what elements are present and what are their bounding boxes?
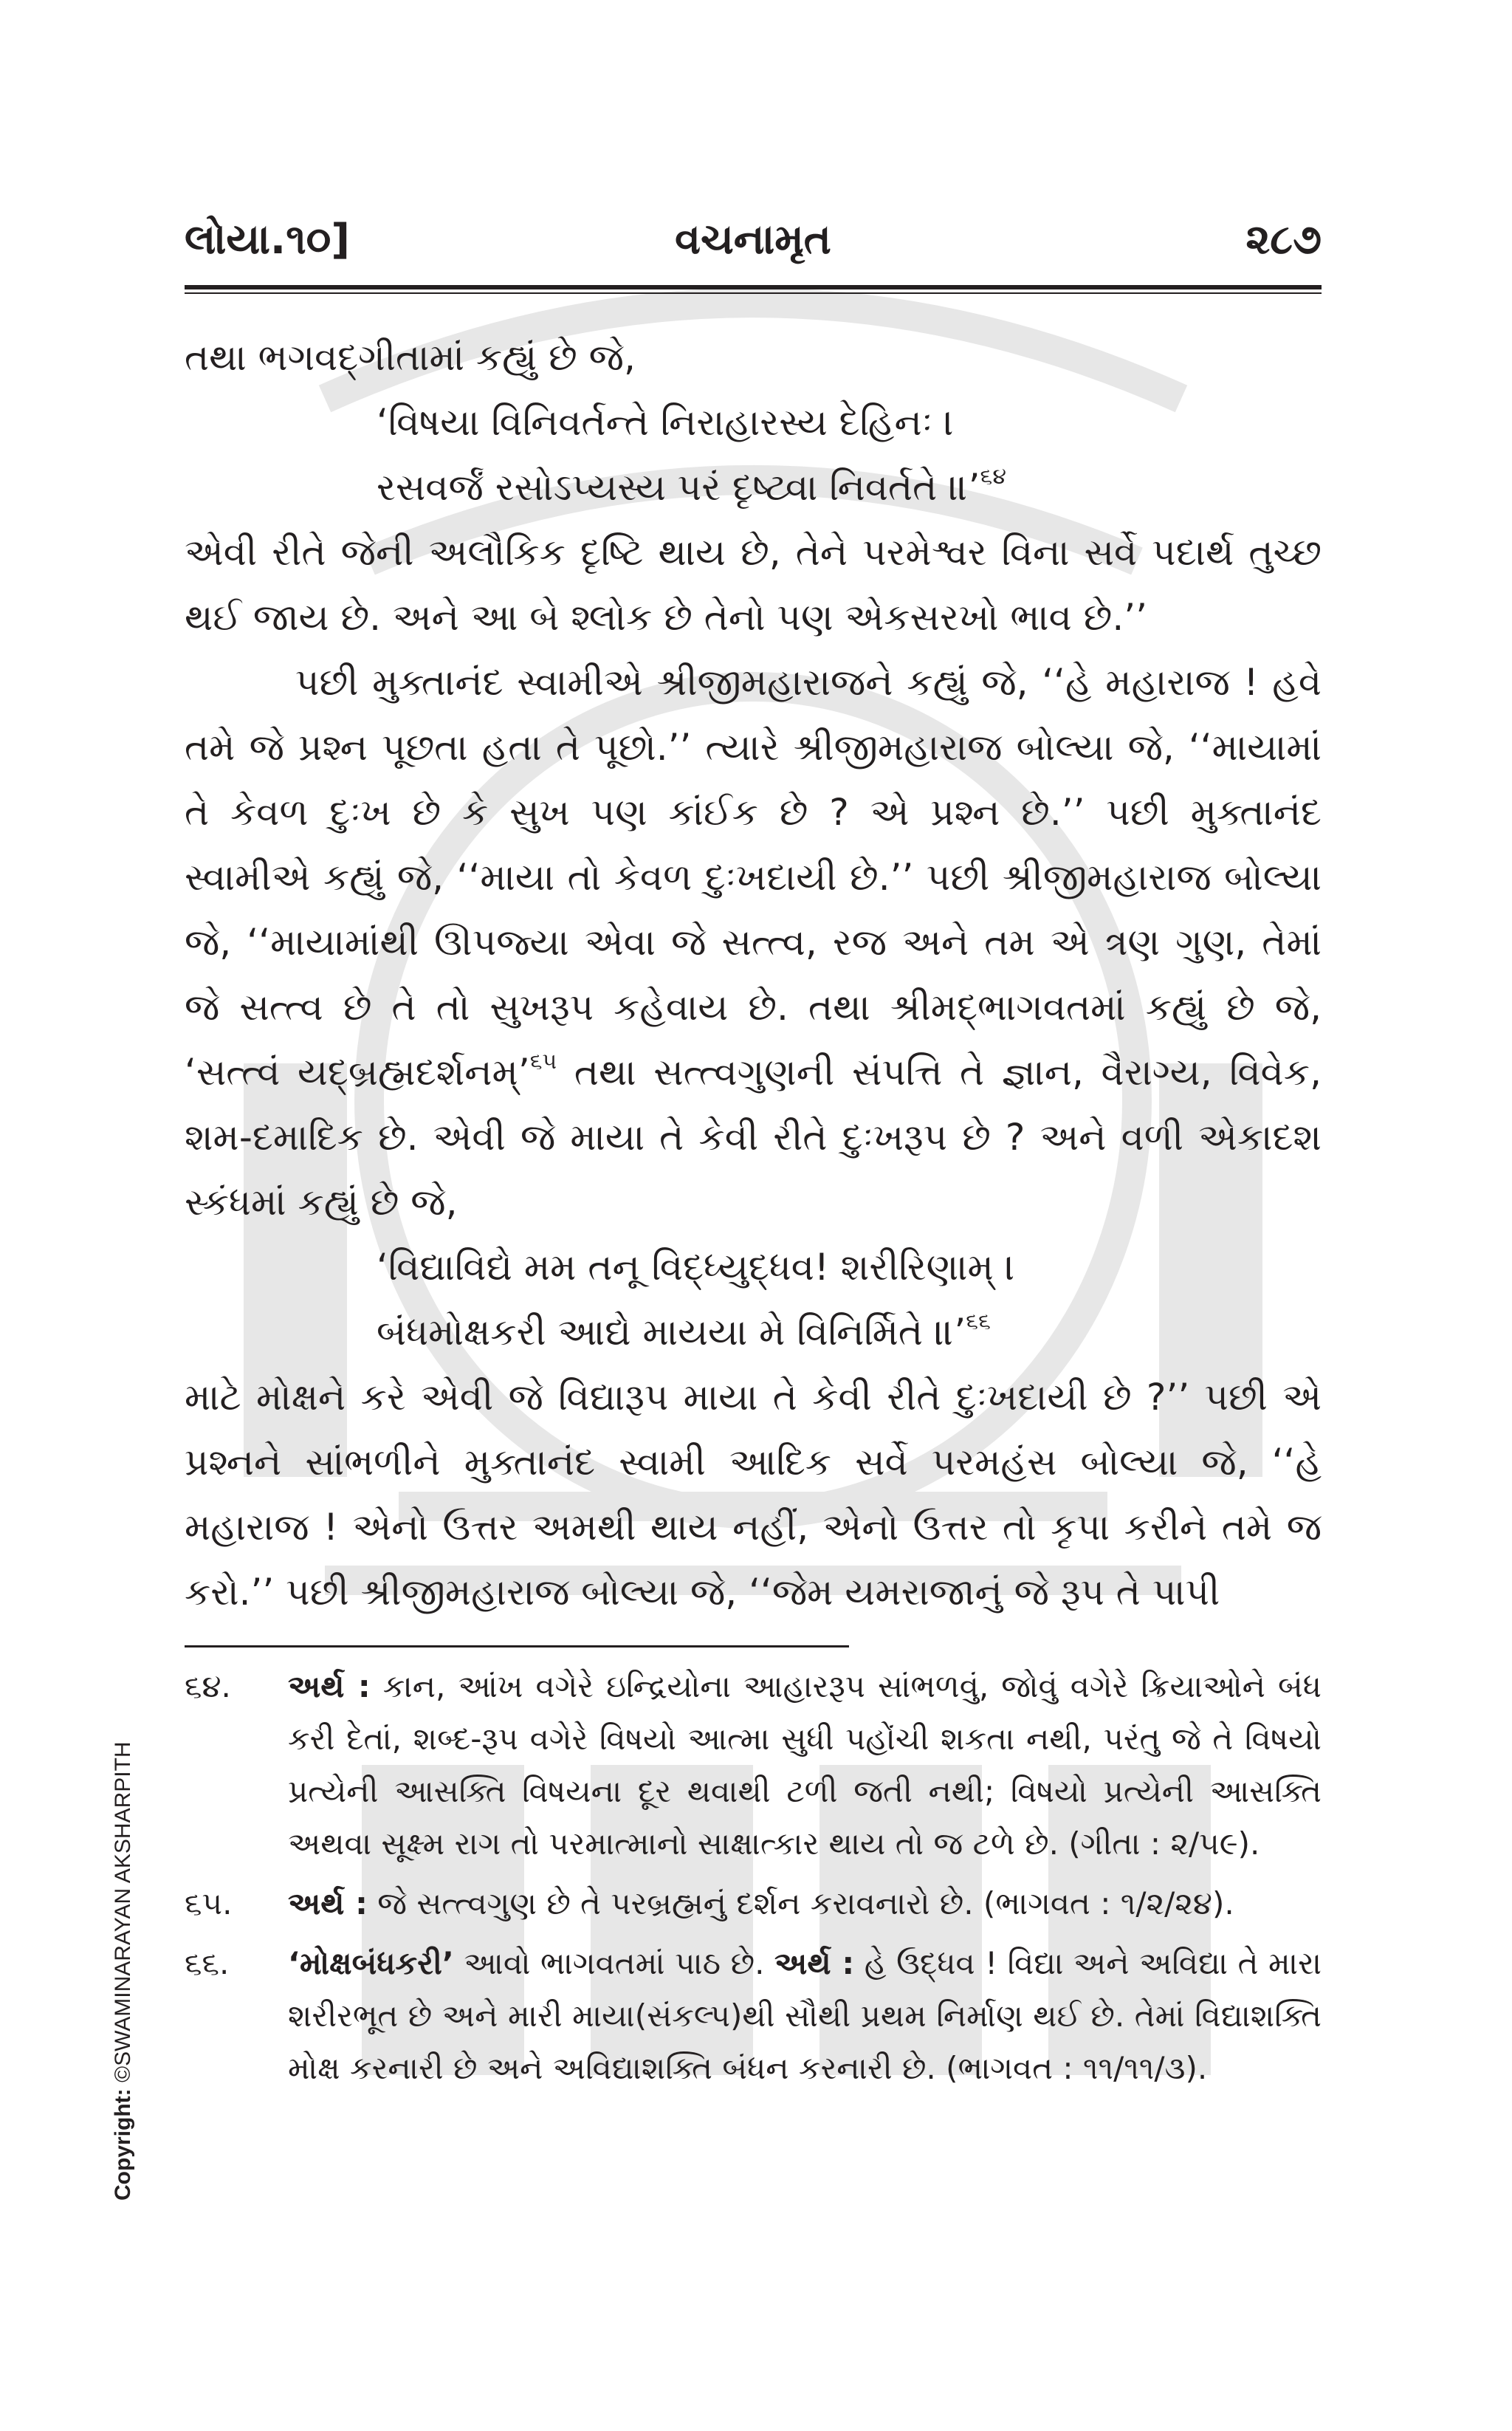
- footnote-ref-65: ૬૫: [529, 1049, 557, 1074]
- paragraph-1: તથા ભગવદ્‌ગીતામાં કહ્યું છે જે,: [185, 336, 636, 379]
- footnote-keyword: ‘મોક્ષબંધકરી’: [288, 1945, 454, 1981]
- footnote-divider: [185, 1645, 849, 1647]
- footnote-text: જે સત્ત્વગુણ છે તે પરબ્રહ્મનું દર્શન કરાવનારો છે. (ભાગવત : ૧/૨/૨૪).: [367, 1885, 1234, 1921]
- header-title: વચનામૃત: [675, 216, 831, 264]
- verse-1-line-2-text: રસવર્જં રસોઽપ્યસ્ય પરં દૃષ્ટ્વા નિવર્તતે ॥’: [377, 466, 980, 509]
- header-page-number: ૨૮૭: [1245, 216, 1322, 264]
- verse-2-line-1: ‘વિદ્યાવિદ્યે મમ તનૂ વિદ્ધ્યુદ્ધવ! શરીરિણામ્ ।: [377, 1246, 1016, 1289]
- footnote-text-intro: આવો ભાગવતમાં પાઠ છે.: [453, 1945, 775, 1981]
- footnote-keyword: અર્થ :: [288, 1885, 368, 1921]
- paragraph-2: એવી રીતે જેની અલૌકિક દૃષ્ટિ થાય છે, તેને પરમેશ્વર વિના સર્વે પદાર્થ તુચ્છ થઈ જાય છે. અને આ બે શ્લોક છે તેનો પણ એકસરખો ભાવ છે.’’: [185, 531, 1322, 639]
- verse-1-line-1: ‘વિષયા વિનિવર્તન્તે નિરાહારસ્ય દેહિનઃ ।: [377, 401, 955, 444]
- paragraph-3: [185, 650, 1322, 1235]
- footnote-text: હે ઉદ્ધવ ! વિદ્યા અને અવિદ્યા તે મારા શરીરભૂત છે અને મારી માયા(સંકલ્પ)થી સૌથી પ્રથમ નિર્માણ થઈ છે. તેમાં વિદ્યાશક્તિ મોક્ષ કરનારી છે અને અવિદ્યાશક્તિ બંધન કરનારી છે. (ભાગવત : ૧૧/૧૧/૩).: [288, 1945, 1322, 2086]
- copyright-label: Copyright:: [111, 2088, 135, 2201]
- footnote-text: કાન, આંખ વગેરે ઇન્દ્રિયોના આહારરૂપ સાંભળવું, જોવું વગેરે ક્રિયાઓને બંધ કરી દેતાં, શબ્દ-રૂપ વગેરે વિષયો આત્મા સુધી પહોંચી શકતા નથી, પરંતુ જે તે વિષયો પ્રત્યેની આસક્તિ વિષયના દૂર થવાથી ટળી જતી નથી; વિષયો પ્રત્યેની આસક્તિ અથવા સૂક્ષ્મ રાગ તો પરમાત્માનો સાક્ષાત્કાર થાય તો જ ટળે છે. (ગીતા : ૨/૫૯).: [288, 1668, 1322, 1862]
- header-rule-thin: [185, 292, 1322, 294]
- footnote-number: ૬૬.: [185, 1945, 230, 1981]
- verse-2-line-2: [185, 1300, 1322, 1365]
- footnote-keyword-2: અર્થ :: [774, 1945, 855, 1981]
- footnote-64: [185, 1660, 1322, 1870]
- header-section-label: લોયા.૧૦]: [185, 216, 350, 264]
- verse-1-line-2: [185, 455, 1322, 520]
- paragraph-3-part-b: તથા સત્ત્વગુણની સંપત્તિ તે જ્ઞાન, વૈરાગ્ય, વિવેક, શમ-દમાદિક છે. એવી જે માયા તે કેવી રીતે દુઃખરૂપ છે ? અને વળી એકાદશ સ્કંધમાં કહ્યું છે જે,: [185, 1051, 1322, 1224]
- main-text: [185, 325, 1322, 1625]
- running-header: [185, 216, 1322, 289]
- footnote-65: [185, 1877, 1322, 1930]
- footnote-number: ૬૪.: [185, 1668, 231, 1704]
- verse-2-line-2-text: બંધમોક્ષકરી આદ્યે માયયા મે વિનિર્મિતે ॥’: [377, 1311, 966, 1354]
- paragraph-3-part-a: પછી મુક્તાનંદ સ્વામીએ શ્રીજીમહારાજને કહ્યું જે, ‘‘હે મહારાજ ! હવે તમે જે પ્રશ્ન પૂછતા હતા તે પૂછો.’’ ત્યારે શ્રીજીમહારાજ બોલ્યા જે, ‘‘માયામાં તે કેવળ દુઃખ છે કે સુખ પણ કાંઈક છે ? એ પ્રશ્ન છે.’’ પછી મુક્તાનંદ સ્વામીએ કહ્યું જે, ‘‘માયા તો કેવળ દુઃખદાયી છે.’’ પછી શ્રીજીમહારાજ બોલ્યા જે, ‘‘માયામાંથી ઊપજ્યા એવા જે સત્ત્વ, રજ અને તમ એ ત્રણ ગુણ, તેમાં જે સત્ત્વ છે તે તો સુખરૂપ કહેવાય છે. તથા શ્રીમદ્‌ભાગવતમાં કહ્યું છે જે, ‘સત્ત્વં યદ્‌બ્રહ્મદર્શનમ્’: [185, 661, 1322, 1094]
- header-rule: [185, 285, 1322, 289]
- footnote-ref-66: ૬૬: [966, 1309, 991, 1334]
- paragraph-4: માટે મોક્ષને કરે એવી જે વિદ્યારૂપ માયા તે કેવી રીતે દુઃખદાયી છે ?’’ પછી એ પ્રશ્નને સાંભળીને મુક્તાનંદ સ્વામી આદિક સર્વે પરમહંસ બોલ્યા જે, ‘‘હે મહારાજ ! એનો ઉત્તર અમથી થાય નહીં, એનો ઉત્તર તો કૃપા કરીને તમે જ કરો.’’ પછી શ્રીજીમહારાજ બોલ્યા જે, ‘‘જેમ યમરાજાનું જે રૂપ તે પાપી: [185, 1376, 1322, 1614]
- copyright-notice: [111, 1741, 136, 2201]
- footnote-66: [185, 1937, 1322, 2094]
- footnotes: [185, 1660, 1322, 2102]
- footnote-ref-64: ૬૪: [980, 464, 1006, 490]
- footnote-keyword: અર્થ :: [288, 1668, 371, 1704]
- copyright-owner: ©SWAMINARAYAN AKSHARPITH: [111, 1741, 135, 2089]
- footnote-number: ૬૫.: [185, 1885, 233, 1921]
